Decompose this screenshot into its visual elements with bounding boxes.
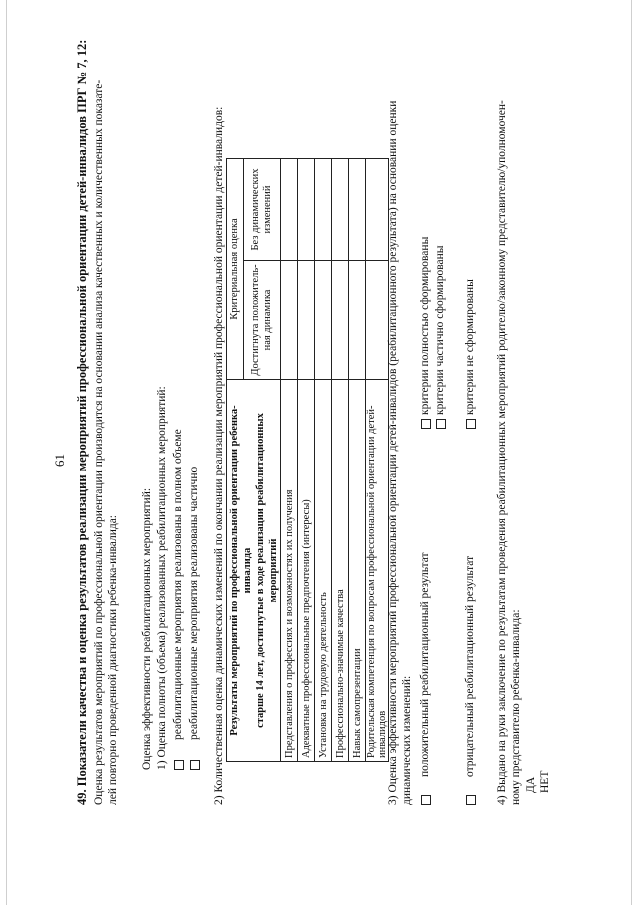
answer-yes[interactable]: ДА (525, 776, 537, 793)
criteria-none-checkbox[interactable] (466, 419, 476, 429)
criteria-none-label: критерии не сформированы (464, 279, 476, 415)
no-dynamics-header (244, 159, 281, 261)
row-label: Профессионально-значимые качества (332, 380, 349, 762)
section-title: 49. Показатели качества и оценка результатов реализации мероприятий профессиональной ориентации детей-инвалидов ПРГ № 7, 12: (75, 39, 89, 805)
dynamics-table (226, 158, 389, 762)
row-label: Установка на трудовую деятельность (315, 380, 332, 762)
positive-result-checkbox[interactable] (421, 795, 431, 805)
answer-no[interactable]: НЕТ (539, 770, 551, 793)
positive-result-label: положительный реабилитационный результат (419, 552, 431, 777)
nodynamics-header-line-2: изменений (262, 185, 273, 234)
full-volume-checkbox[interactable] (174, 760, 184, 770)
positive-cell[interactable] (332, 261, 349, 380)
results-header-line-1: Результаты мероприятий по профессиональной ориентации ребенка-инвалида (228, 405, 253, 736)
nodynamics-cell[interactable] (349, 159, 366, 261)
row-label: Адекватные профессиональные предпочтения (интересы) (298, 380, 315, 762)
table-row (298, 159, 315, 762)
effectiveness-heading: Оценка эффективности реабилитационных мероприятий: (141, 487, 153, 770)
criteria-partial-checkbox[interactable] (436, 419, 446, 429)
row-label: Родительская компетенция по вопросам профессиональной ориентации детей-инвалидов (366, 380, 389, 762)
section3-line-2: динамических изменений: (401, 675, 413, 805)
results-header-cell (227, 380, 281, 762)
negative-result-checkbox[interactable] (466, 795, 476, 805)
positive-header-line-1: Достигнута положитель- (250, 264, 261, 376)
criteria-full-label: критерии полностью сформированы (419, 236, 431, 415)
section3-line-1: 3) Оценка эффективности мероприятий профессиональной ориентации детей-инвалидов (реабилитационного результата) на основании оценки (387, 100, 399, 805)
nodynamics-cell[interactable] (315, 159, 332, 261)
section4-line-1: 4) Выдано на руки заключение по результатам проведения реабилитационных мероприятий родителю/законному представителю/уполномочен- (496, 100, 508, 805)
positive-cell[interactable] (281, 261, 298, 380)
criteria-partial-label: критерии частично сформированы (434, 245, 446, 415)
nodynamics-cell[interactable] (332, 159, 349, 261)
table-row (349, 159, 366, 762)
nodynamics-header-line-1: Без динамических (250, 168, 261, 251)
positive-cell[interactable] (298, 261, 315, 380)
completeness-heading: 1) Оценка полноты (объема) реализованных реабилитационных мероприятий: (156, 386, 168, 770)
results-header-line-2: старше 14 лет, достигнутые в ходе реализации реабилитационных мероприятий (254, 413, 279, 728)
full-volume-label: реабилитационные мероприятия реализованы в полном объеме (172, 429, 184, 740)
nodynamics-cell[interactable] (298, 159, 315, 261)
positive-cell[interactable] (315, 261, 332, 380)
row-label: Навык самопрезентации (349, 380, 366, 762)
nodynamics-cell[interactable] (281, 159, 298, 261)
table-row (281, 159, 298, 762)
intro-line-1: Оценка результатов мероприятий по профессиональной ориентации производится на основании анализа качественных и количественных показате- (93, 79, 105, 805)
positive-dynamics-header (244, 261, 281, 380)
row-label: Представления о профессиях и возможностях их получения (281, 380, 298, 762)
positive-header-line-2: ная динамика (262, 289, 273, 351)
quantitative-heading: 2) Количественная оценка динамических изменений по окончании реализации мероприятий профессиональной ориентации детей-инвалидов: (213, 106, 225, 805)
table-row (315, 159, 332, 762)
positive-cell[interactable] (349, 261, 366, 380)
criterial-header: Критериальная оценка (227, 159, 244, 380)
criteria-full-checkbox[interactable] (421, 419, 431, 429)
negative-result-label: отрицательный реабилитационный результат (464, 555, 476, 777)
page-number: 61 (52, 454, 67, 467)
section4-line-2: ному представителю ребенка-инвалида: (510, 609, 522, 805)
partial-volume-checkbox[interactable] (190, 760, 200, 770)
table-row (332, 159, 349, 762)
partial-volume-label: реабилитационные мероприятия реализованы частично (188, 466, 200, 740)
intro-line-2: лей повторно проведенной диагностики ребенка-инвалида: (107, 515, 119, 805)
